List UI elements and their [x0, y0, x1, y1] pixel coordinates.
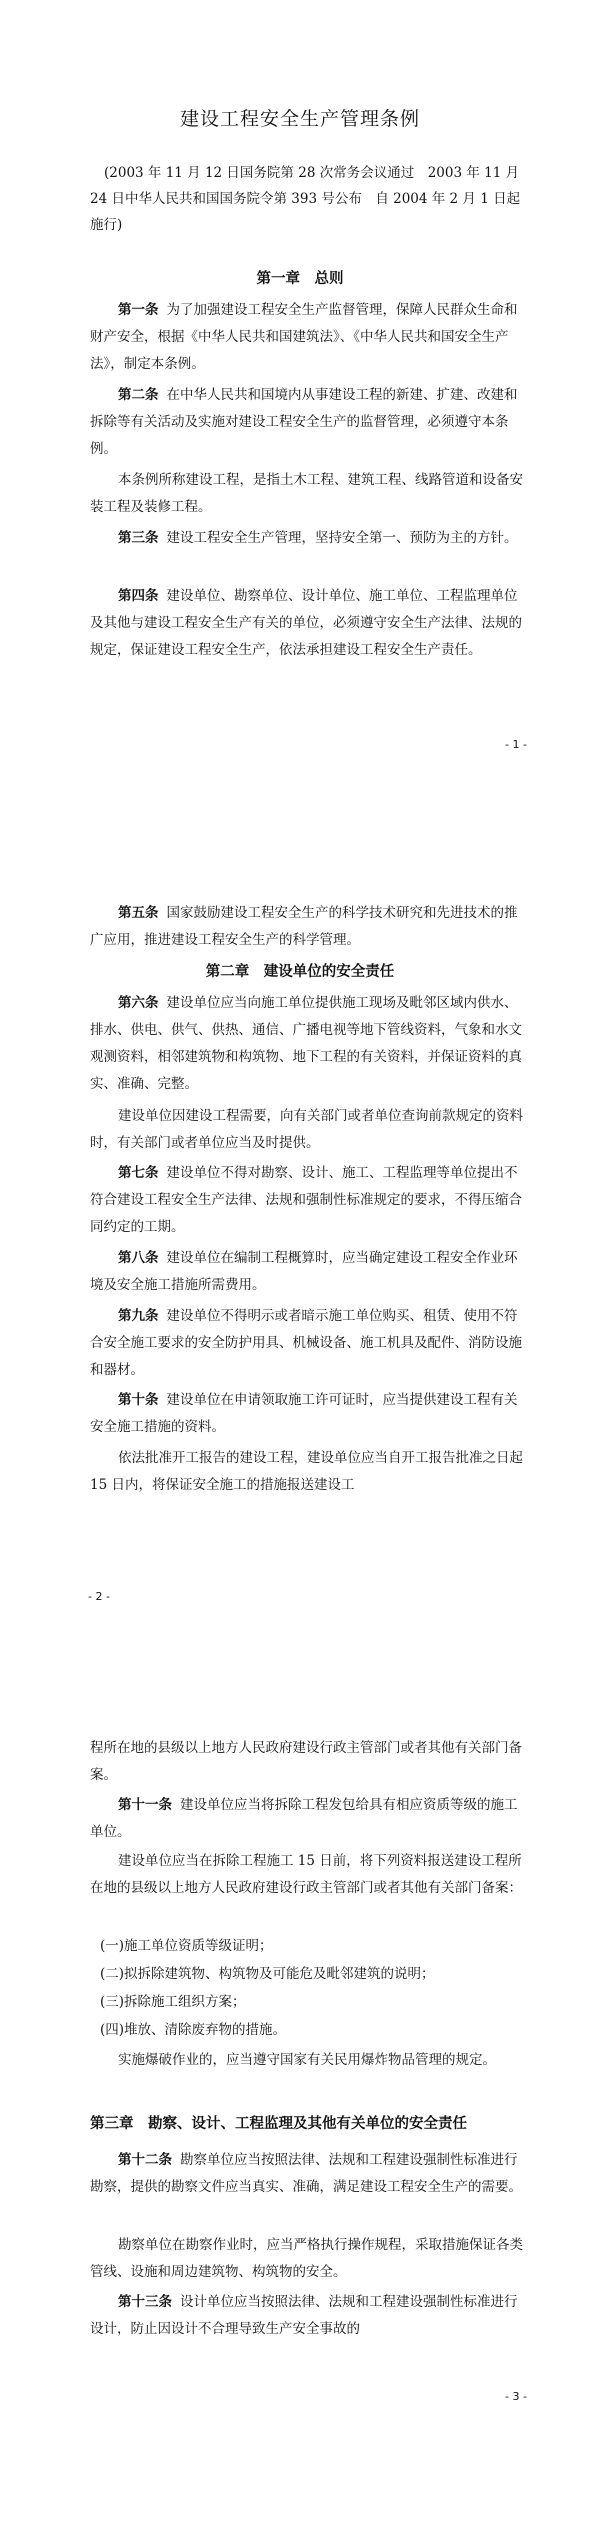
article-12	[90, 2147, 530, 2201]
article-label: 第七条	[118, 1165, 159, 1181]
list-item: (三)拆除施工组织方案；	[100, 1994, 246, 2010]
article-label: 第二条	[118, 387, 159, 403]
article-text: 设计单位应当按照法律、法规和工程建设强制性标准进行设计，防止因设计不合理导致生产安全事故的	[90, 2294, 518, 2337]
article-text: 建设单位、勘察单位、设计单位、施工单位、工程监理单位及其他与建设工程安全生产有关的单位，必须遵守安全生产法律、法规的规定，保证建设工程安全生产，依法承担建设工程安全生产责任。	[90, 588, 522, 658]
page-number: - 2 -	[88, 1590, 110, 1603]
article-text: 建设单位不得对勘察、设计、施工、工程监理等单位提出不符合建设工程安全生产法律、法规和强制性标准规定的要求，不得压缩合同约定的工期。	[90, 1165, 522, 1235]
page-number: - 3 -	[505, 2390, 527, 2403]
list-item: (四)堆放、清除废弃物的措施。	[100, 2022, 287, 2038]
article-text: 建设单位在申请领取施工许可证时，应当提供建设工程有关安全施工措施的资料。	[90, 1392, 518, 1435]
article-text: 国家鼓励建设工程安全生产的科学技术研究和先进技术的推广应用，推进建设工程安全生产的科学管理。	[90, 905, 518, 948]
article-4	[90, 583, 530, 664]
article-6-paragraph-2: 建设单位因建设工程需要，向有关部门或者单位查询前款规定的资料时，有关部门或者单位应当及时提供。	[90, 1108, 523, 1151]
article-13	[90, 2289, 530, 2343]
chapter-1-heading: 第一章 总则	[256, 271, 344, 287]
promulgation-note: (2003 年 11 月 12 日国务院第 28 次常务会议通过 2003 年 11 月 24 日中华人民共和国国务院令第 393 号公布 自 2004 年 2 月 1 日起施行)	[90, 165, 521, 233]
article-label: 第十条	[118, 1392, 159, 1408]
article-text: 建设单位应当向施工单位提供施工现场及毗邻区域内供水、排水、供电、供气、供热、通信、广播电视等地下管线资料，气象和水文观测资料，相邻建筑物和构筑物、地下工程的有关资料，并保证资料的真实、准确、完整。	[90, 995, 522, 1092]
article-9	[90, 1303, 530, 1384]
article-label: 第九条	[118, 1308, 159, 1324]
article-text: 为了加强建设工程安全生产监督管理，保障人民群众生命和财产安全，根据《中华人民共和国建筑法》、《中华人民共和国安全生产法》，制定本条例。	[90, 302, 518, 372]
article-label: 第八条	[118, 1250, 159, 1266]
article-text: 在中华人民共和国境内从事建设工程的新建、扩建、改建和拆除等有关活动及实施对建设工程安全生产的监督管理，必须遵守本条例。	[90, 387, 518, 457]
article-text: 建设工程安全生产管理，坚持安全第一、预防为主的方针。	[166, 530, 518, 546]
article-label: 第六条	[118, 995, 159, 1011]
article-10-paragraph-2: 依法批准开工报告的建设工程，建设单位应当自开工报告批准之日起 15 日内，将保证安全施工的措施报送建设工	[90, 1450, 523, 1493]
article-label: 第三条	[118, 530, 159, 546]
article-text: 建设单位应当将拆除工程发包给具有相应资质等级的施工单位。	[90, 1797, 518, 1840]
document-title: 建设工程安全生产管理条例	[179, 108, 420, 130]
article-10	[90, 1387, 530, 1441]
article-text: 建设单位在编制工程概算时，应当确定建设工程安全作业环境及安全施工措施所需费用。	[90, 1250, 518, 1293]
article-12-paragraph-2: 勘察单位在勘察作业时，应当严格执行操作规程，采取措施保证各类管线、设施和周边建筑物、构筑物的安全。	[90, 2237, 523, 2280]
list-item: (一)施工单位资质等级证明；	[100, 1938, 273, 1954]
article-5	[90, 900, 530, 954]
article-11-paragraph-3: 实施爆破作业的，应当遵守国家有关民用爆炸物品管理的规定。	[118, 2052, 496, 2068]
article-11	[90, 1792, 530, 1846]
article-7	[90, 1160, 530, 1241]
article-label: 第五条	[118, 905, 159, 921]
article-8	[90, 1245, 530, 1299]
article-label: 第十三条	[118, 2294, 172, 2310]
chapter-2-heading: 第二章 建设单位的安全责任	[205, 964, 395, 980]
article-label: 第四条	[118, 588, 159, 604]
article-6	[90, 990, 530, 1098]
continued-paragraph: 程所在地的县级以上地方人民政府建设行政主管部门或者其他有关部门备案。	[90, 1740, 522, 1783]
article-label: 第十一条	[118, 1797, 172, 1813]
article-2-paragraph-2: 本条例所称建设工程，是指土木工程、建筑工程、线路管道和设备安装工程及装修工程。	[90, 472, 523, 515]
chapter-3-heading: 第三章 勘察、设计、工程监理及其他有关单位的安全责任	[90, 2116, 467, 2132]
article-2	[90, 382, 530, 463]
list-item: (二)拟拆除建筑物、构筑物及可能危及毗邻建筑的说明；	[100, 1966, 435, 1982]
article-text: 建设单位不得明示或者暗示施工单位购买、租赁、使用不符合安全施工要求的安全防护用具、机械设备、施工机具及配件、消防设施和器材。	[90, 1308, 522, 1378]
article-11-paragraph-2: 建设单位应当在拆除工程施工 15 日前，将下列资料报送建设工程所在地的县级以上地方人民政府建设行政主管部门或者其他有关部门备案：	[90, 1853, 522, 1896]
article-label: 第一条	[118, 302, 159, 318]
page-number: - 1 -	[505, 738, 527, 751]
article-label: 第十二条	[118, 2152, 172, 2168]
article-3	[90, 525, 530, 552]
article-text: 勘察单位应当按照法律、法规和工程建设强制性标准进行勘察，提供的勘察文件应当真实、准确，满足建设工程安全生产的需要。	[90, 2152, 522, 2195]
article-1	[90, 297, 530, 378]
